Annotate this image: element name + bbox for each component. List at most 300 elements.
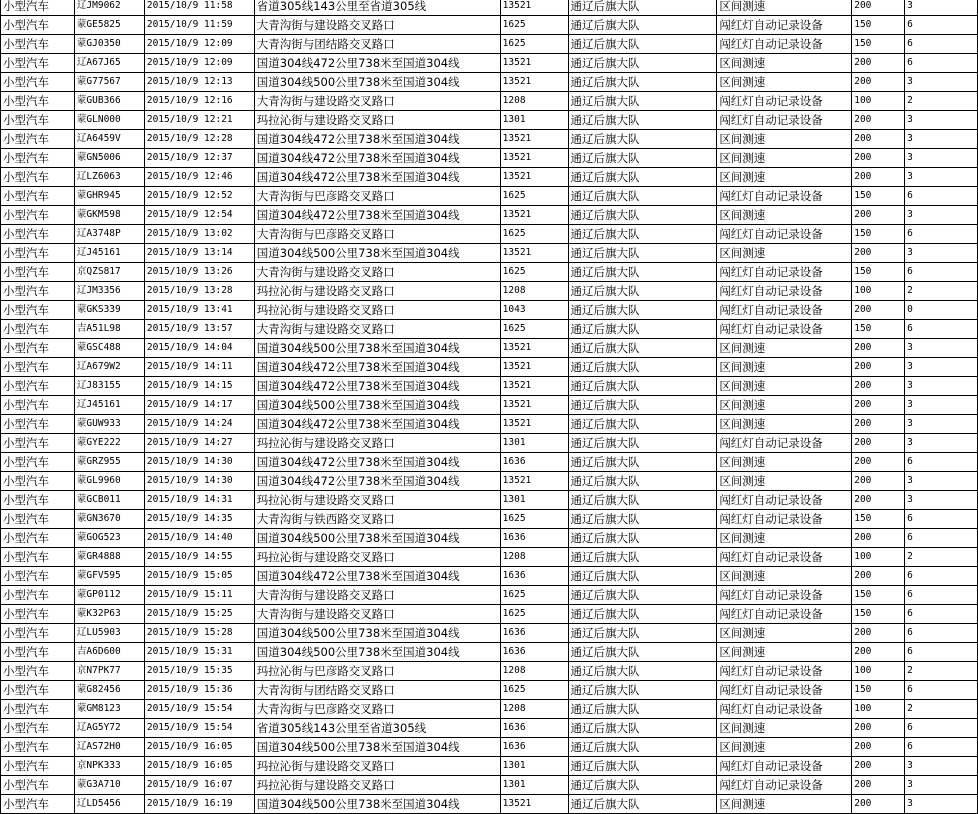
department-cell: 通辽后旗大队 — [568, 206, 717, 225]
table-row — [1, 700, 978, 719]
location-cell: 大青沟街与巴彦路交叉路口 — [254, 187, 500, 206]
fine-amount-cell: 200 — [852, 757, 905, 776]
fine-amount-cell: 200 — [852, 54, 905, 73]
capture-method-cell: 区间测速 — [717, 453, 852, 472]
plate-number-cell: 京N7PK77 — [74, 662, 144, 681]
penalty-points-cell: 0 — [905, 301, 978, 320]
fine-amount-cell: 200 — [852, 624, 905, 643]
penalty-points-cell: 2 — [905, 548, 978, 567]
datetime-cell: 2015/10/9 11:58 — [144, 0, 254, 16]
table-row — [1, 358, 978, 377]
fine-amount-cell: 200 — [852, 301, 905, 320]
location-cell: 大青沟街与建设路交叉路口 — [254, 605, 500, 624]
datetime-cell: 2015/10/9 12:54 — [144, 206, 254, 225]
violation-code-cell: 13521 — [500, 244, 568, 263]
fine-amount-cell: 200 — [852, 130, 905, 149]
department-cell: 通辽后旗大队 — [568, 567, 717, 586]
capture-method-cell: 区间测速 — [717, 396, 852, 415]
violation-code-cell: 13521 — [500, 206, 568, 225]
location-cell: 国道304线472公里738米至国道304线 — [254, 130, 500, 149]
capture-method-cell: 区间测速 — [717, 529, 852, 548]
department-cell: 通辽后旗大队 — [568, 301, 717, 320]
plate-number-cell: 辽LU5903 — [74, 624, 144, 643]
department-cell: 通辽后旗大队 — [568, 0, 717, 16]
capture-method-cell: 区间测速 — [717, 168, 852, 187]
vehicle-type-cell: 小型汽车 — [1, 206, 75, 225]
penalty-points-cell: 3 — [905, 73, 978, 92]
table-row — [1, 282, 978, 301]
table-row — [1, 244, 978, 263]
vehicle-type-cell: 小型汽车 — [1, 434, 75, 453]
table-row — [1, 795, 978, 814]
vehicle-type-cell: 小型汽车 — [1, 795, 75, 814]
plate-number-cell: 辽J83155 — [74, 377, 144, 396]
plate-number-cell: 辽JM9062 — [74, 0, 144, 16]
datetime-cell: 2015/10/9 15:05 — [144, 567, 254, 586]
violation-code-cell: 1208 — [500, 662, 568, 681]
capture-method-cell: 区间测速 — [717, 624, 852, 643]
datetime-cell: 2015/10/9 14:30 — [144, 472, 254, 491]
location-cell: 国道304线472公里738米至国道304线 — [254, 149, 500, 168]
plate-number-cell: 蒙GUW933 — [74, 415, 144, 434]
table-row — [1, 719, 978, 738]
violation-code-cell: 1043 — [500, 301, 568, 320]
datetime-cell: 2015/10/9 12:09 — [144, 54, 254, 73]
violation-code-cell: 1625 — [500, 187, 568, 206]
vehicle-type-cell: 小型汽车 — [1, 54, 75, 73]
penalty-points-cell: 3 — [905, 415, 978, 434]
vehicle-type-cell: 小型汽车 — [1, 719, 75, 738]
location-cell: 国道304线472公里738米至国道304线 — [254, 168, 500, 187]
fine-amount-cell: 200 — [852, 377, 905, 396]
table-row — [1, 472, 978, 491]
location-cell: 国道304线500公里738米至国道304线 — [254, 795, 500, 814]
penalty-points-cell: 3 — [905, 168, 978, 187]
violation-code-cell: 13521 — [500, 73, 568, 92]
penalty-points-cell: 6 — [905, 624, 978, 643]
table-row — [1, 149, 978, 168]
violation-code-cell: 13521 — [500, 168, 568, 187]
datetime-cell: 2015/10/9 14:40 — [144, 529, 254, 548]
location-cell: 省道305线143公里至省道305线 — [254, 0, 500, 16]
table-row — [1, 681, 978, 700]
department-cell: 通辽后旗大队 — [568, 643, 717, 662]
plate-number-cell: 蒙GJ0350 — [74, 35, 144, 54]
capture-method-cell: 闯红灯自动记录设备 — [717, 776, 852, 795]
plate-number-cell: 蒙GLN000 — [74, 111, 144, 130]
vehicle-type-cell: 小型汽车 — [1, 605, 75, 624]
location-cell: 国道304线472公里738米至国道304线 — [254, 567, 500, 586]
datetime-cell: 2015/10/9 14:17 — [144, 396, 254, 415]
plate-number-cell: 辽LD5456 — [74, 795, 144, 814]
vehicle-type-cell: 小型汽车 — [1, 624, 75, 643]
fine-amount-cell: 200 — [852, 415, 905, 434]
datetime-cell: 2015/10/9 15:31 — [144, 643, 254, 662]
capture-method-cell: 闯红灯自动记录设备 — [717, 301, 852, 320]
plate-number-cell: 蒙G3A710 — [74, 776, 144, 795]
table-row — [1, 510, 978, 529]
fine-amount-cell: 200 — [852, 73, 905, 92]
location-cell: 国道304线500公里738米至国道304线 — [254, 643, 500, 662]
capture-method-cell: 闯红灯自动记录设备 — [717, 757, 852, 776]
plate-number-cell: 蒙GL9960 — [74, 472, 144, 491]
penalty-points-cell: 6 — [905, 719, 978, 738]
fine-amount-cell: 200 — [852, 643, 905, 662]
vehicle-type-cell: 小型汽车 — [1, 738, 75, 757]
department-cell: 通辽后旗大队 — [568, 738, 717, 757]
plate-number-cell: 辽JM3356 — [74, 282, 144, 301]
penalty-points-cell: 3 — [905, 339, 978, 358]
datetime-cell: 2015/10/9 15:28 — [144, 624, 254, 643]
vehicle-type-cell: 小型汽车 — [1, 282, 75, 301]
penalty-points-cell: 6 — [905, 263, 978, 282]
plate-number-cell: 辽J45161 — [74, 396, 144, 415]
fine-amount-cell: 200 — [852, 396, 905, 415]
table-row — [1, 377, 978, 396]
violation-code-cell: 1301 — [500, 491, 568, 510]
department-cell: 通辽后旗大队 — [568, 681, 717, 700]
penalty-points-cell: 6 — [905, 510, 978, 529]
vehicle-type-cell: 小型汽车 — [1, 149, 75, 168]
location-cell: 玛拉沁街与建设路交叉路口 — [254, 757, 500, 776]
capture-method-cell: 区间测速 — [717, 358, 852, 377]
vehicle-type-cell: 小型汽车 — [1, 130, 75, 149]
fine-amount-cell: 200 — [852, 149, 905, 168]
capture-method-cell: 闯红灯自动记录设备 — [717, 35, 852, 54]
datetime-cell: 2015/10/9 12:52 — [144, 187, 254, 206]
fine-amount-cell: 100 — [852, 282, 905, 301]
datetime-cell: 2015/10/9 13:02 — [144, 225, 254, 244]
department-cell: 通辽后旗大队 — [568, 776, 717, 795]
datetime-cell: 2015/10/9 12:37 — [144, 149, 254, 168]
location-cell: 国道304线472公里738米至国道304线 — [254, 377, 500, 396]
vehicle-type-cell: 小型汽车 — [1, 548, 75, 567]
violation-code-cell: 1636 — [500, 567, 568, 586]
penalty-points-cell: 6 — [905, 567, 978, 586]
violation-code-cell: 1636 — [500, 643, 568, 662]
capture-method-cell: 区间测速 — [717, 244, 852, 263]
penalty-points-cell: 3 — [905, 0, 978, 16]
vehicle-type-cell: 小型汽车 — [1, 358, 75, 377]
vehicle-type-cell: 小型汽车 — [1, 567, 75, 586]
location-cell: 国道304线500公里738米至国道304线 — [254, 529, 500, 548]
location-cell: 国道304线472公里738米至国道304线 — [254, 206, 500, 225]
fine-amount-cell: 200 — [852, 719, 905, 738]
fine-amount-cell: 200 — [852, 168, 905, 187]
capture-method-cell: 闯红灯自动记录设备 — [717, 111, 852, 130]
fine-amount-cell: 200 — [852, 491, 905, 510]
capture-method-cell: 闯红灯自动记录设备 — [717, 92, 852, 111]
datetime-cell: 2015/10/9 13:26 — [144, 263, 254, 282]
violation-code-cell: 13521 — [500, 377, 568, 396]
location-cell: 国道304线500公里738米至国道304线 — [254, 624, 500, 643]
table-row — [1, 0, 978, 16]
datetime-cell: 2015/10/9 13:41 — [144, 301, 254, 320]
vehicle-type-cell: 小型汽车 — [1, 662, 75, 681]
datetime-cell: 2015/10/9 13:28 — [144, 282, 254, 301]
capture-method-cell: 区间测速 — [717, 0, 852, 16]
department-cell: 通辽后旗大队 — [568, 35, 717, 54]
capture-method-cell: 闯红灯自动记录设备 — [717, 700, 852, 719]
violation-code-cell: 1625 — [500, 320, 568, 339]
vehicle-type-cell: 小型汽车 — [1, 301, 75, 320]
datetime-cell: 2015/10/9 14:11 — [144, 358, 254, 377]
capture-method-cell: 闯红灯自动记录设备 — [717, 187, 852, 206]
vehicle-type-cell: 小型汽车 — [1, 776, 75, 795]
violation-code-cell: 13521 — [500, 149, 568, 168]
datetime-cell: 2015/10/9 14:55 — [144, 548, 254, 567]
vehicle-type-cell: 小型汽车 — [1, 681, 75, 700]
vehicle-type-cell: 小型汽车 — [1, 339, 75, 358]
department-cell: 通辽后旗大队 — [568, 130, 717, 149]
department-cell: 通辽后旗大队 — [568, 529, 717, 548]
department-cell: 通辽后旗大队 — [568, 16, 717, 35]
fine-amount-cell: 150 — [852, 681, 905, 700]
table-row — [1, 529, 978, 548]
datetime-cell: 2015/10/9 12:16 — [144, 92, 254, 111]
table-row — [1, 111, 978, 130]
vehicle-type-cell: 小型汽车 — [1, 244, 75, 263]
location-cell: 大青沟街与巴彦路交叉路口 — [254, 700, 500, 719]
location-cell: 国道304线472公里738米至国道304线 — [254, 415, 500, 434]
datetime-cell: 2015/10/9 16:07 — [144, 776, 254, 795]
datetime-cell: 2015/10/9 12:21 — [144, 111, 254, 130]
penalty-points-cell: 3 — [905, 358, 978, 377]
department-cell: 通辽后旗大队 — [568, 510, 717, 529]
fine-amount-cell: 100 — [852, 662, 905, 681]
plate-number-cell: 蒙GN3670 — [74, 510, 144, 529]
penalty-points-cell: 6 — [905, 35, 978, 54]
datetime-cell: 2015/10/9 16:05 — [144, 738, 254, 757]
location-cell: 国道304线472公里738米至国道304线 — [254, 358, 500, 377]
penalty-points-cell: 3 — [905, 795, 978, 814]
department-cell: 通辽后旗大队 — [568, 358, 717, 377]
fine-amount-cell: 150 — [852, 510, 905, 529]
penalty-points-cell: 3 — [905, 776, 978, 795]
capture-method-cell: 区间测速 — [717, 472, 852, 491]
plate-number-cell: 蒙K32P63 — [74, 605, 144, 624]
capture-method-cell: 区间测速 — [717, 415, 852, 434]
table-body — [1, 0, 978, 814]
location-cell: 玛拉沁街与巴彦路交叉路口 — [254, 662, 500, 681]
capture-method-cell: 区间测速 — [717, 719, 852, 738]
vehicle-type-cell: 小型汽车 — [1, 168, 75, 187]
location-cell: 大青沟街与建设路交叉路口 — [254, 320, 500, 339]
plate-number-cell: 蒙GKS339 — [74, 301, 144, 320]
datetime-cell: 2015/10/9 15:54 — [144, 719, 254, 738]
table-row — [1, 320, 978, 339]
penalty-points-cell: 6 — [905, 586, 978, 605]
plate-number-cell: 辽LZ6063 — [74, 168, 144, 187]
plate-number-cell: 蒙GP0112 — [74, 586, 144, 605]
department-cell: 通辽后旗大队 — [568, 624, 717, 643]
table-row — [1, 206, 978, 225]
table-row — [1, 54, 978, 73]
fine-amount-cell: 100 — [852, 92, 905, 111]
vehicle-type-cell: 小型汽车 — [1, 111, 75, 130]
table-row — [1, 624, 978, 643]
table-row — [1, 92, 978, 111]
violation-code-cell: 1625 — [500, 605, 568, 624]
location-cell: 国道304线500公里738米至国道304线 — [254, 738, 500, 757]
datetime-cell: 2015/10/9 14:24 — [144, 415, 254, 434]
violation-code-cell: 1208 — [500, 700, 568, 719]
penalty-points-cell: 2 — [905, 662, 978, 681]
capture-method-cell: 区间测速 — [717, 567, 852, 586]
penalty-points-cell: 3 — [905, 244, 978, 263]
location-cell: 玛拉沁街与建设路交叉路口 — [254, 434, 500, 453]
plate-number-cell: 辽A67J65 — [74, 54, 144, 73]
plate-number-cell: 吉A6D600 — [74, 643, 144, 662]
department-cell: 通辽后旗大队 — [568, 605, 717, 624]
table-row — [1, 567, 978, 586]
fine-amount-cell: 150 — [852, 16, 905, 35]
violation-code-cell: 13521 — [500, 358, 568, 377]
plate-number-cell: 京QZS817 — [74, 263, 144, 282]
violation-code-cell: 13521 — [500, 130, 568, 149]
location-cell: 大青沟街与团结路交叉路口 — [254, 35, 500, 54]
department-cell: 通辽后旗大队 — [568, 282, 717, 301]
plate-number-cell: 蒙GUB366 — [74, 92, 144, 111]
datetime-cell: 2015/10/9 13:57 — [144, 320, 254, 339]
fine-amount-cell: 150 — [852, 225, 905, 244]
vehicle-type-cell: 小型汽车 — [1, 35, 75, 54]
capture-method-cell: 区间测速 — [717, 738, 852, 757]
plate-number-cell: 蒙GHR945 — [74, 187, 144, 206]
violation-code-cell: 13521 — [500, 339, 568, 358]
plate-number-cell: 蒙GFV595 — [74, 567, 144, 586]
violation-code-cell: 1636 — [500, 719, 568, 738]
fine-amount-cell: 200 — [852, 529, 905, 548]
table-row — [1, 396, 978, 415]
penalty-points-cell: 6 — [905, 643, 978, 662]
fine-amount-cell: 150 — [852, 263, 905, 282]
penalty-points-cell: 2 — [905, 700, 978, 719]
penalty-points-cell: 6 — [905, 225, 978, 244]
penalty-points-cell: 6 — [905, 529, 978, 548]
table-row — [1, 16, 978, 35]
department-cell: 通辽后旗大队 — [568, 377, 717, 396]
department-cell: 通辽后旗大队 — [568, 548, 717, 567]
fine-amount-cell: 200 — [852, 244, 905, 263]
table-row — [1, 605, 978, 624]
vehicle-type-cell: 小型汽车 — [1, 643, 75, 662]
vehicle-type-cell: 小型汽车 — [1, 586, 75, 605]
location-cell: 玛拉沁街与建设路交叉路口 — [254, 282, 500, 301]
location-cell: 大青沟街与建设路交叉路口 — [254, 16, 500, 35]
location-cell: 国道304线472公里738米至国道304线 — [254, 54, 500, 73]
penalty-points-cell: 3 — [905, 149, 978, 168]
table-row — [1, 491, 978, 510]
penalty-points-cell: 3 — [905, 396, 978, 415]
department-cell: 通辽后旗大队 — [568, 320, 717, 339]
datetime-cell: 2015/10/9 15:35 — [144, 662, 254, 681]
department-cell: 通辽后旗大队 — [568, 168, 717, 187]
capture-method-cell: 区间测速 — [717, 377, 852, 396]
fine-amount-cell: 150 — [852, 187, 905, 206]
department-cell: 通辽后旗大队 — [568, 54, 717, 73]
violation-code-cell: 1625 — [500, 681, 568, 700]
plate-number-cell: 吉A51L98 — [74, 320, 144, 339]
fine-amount-cell: 200 — [852, 0, 905, 16]
location-cell: 国道304线472公里738米至国道304线 — [254, 453, 500, 472]
table-row — [1, 168, 978, 187]
penalty-points-cell: 6 — [905, 187, 978, 206]
penalty-points-cell: 6 — [905, 738, 978, 757]
fine-amount-cell: 150 — [852, 35, 905, 54]
location-cell: 大青沟街与团结路交叉路口 — [254, 681, 500, 700]
violation-code-cell: 1636 — [500, 529, 568, 548]
datetime-cell: 2015/10/9 12:13 — [144, 73, 254, 92]
location-cell: 国道304线500公里738米至国道304线 — [254, 244, 500, 263]
department-cell: 通辽后旗大队 — [568, 757, 717, 776]
department-cell: 通辽后旗大队 — [568, 149, 717, 168]
table-row — [1, 453, 978, 472]
table-row — [1, 757, 978, 776]
plate-number-cell: 辽AG5Y72 — [74, 719, 144, 738]
violation-code-cell: 1625 — [500, 586, 568, 605]
violation-code-cell: 1301 — [500, 776, 568, 795]
capture-method-cell: 区间测速 — [717, 643, 852, 662]
location-cell: 大青沟街与铁西路交叉路口 — [254, 510, 500, 529]
department-cell: 通辽后旗大队 — [568, 491, 717, 510]
violation-code-cell: 1301 — [500, 757, 568, 776]
capture-method-cell: 区间测速 — [717, 795, 852, 814]
vehicle-type-cell: 小型汽车 — [1, 415, 75, 434]
vehicle-type-cell: 小型汽车 — [1, 396, 75, 415]
penalty-points-cell: 2 — [905, 282, 978, 301]
violation-code-cell: 1625 — [500, 225, 568, 244]
department-cell: 通辽后旗大队 — [568, 586, 717, 605]
vehicle-type-cell: 小型汽车 — [1, 700, 75, 719]
penalty-points-cell: 2 — [905, 92, 978, 111]
capture-method-cell: 闯红灯自动记录设备 — [717, 225, 852, 244]
capture-method-cell: 区间测速 — [717, 149, 852, 168]
fine-amount-cell: 200 — [852, 339, 905, 358]
vehicle-type-cell: 小型汽车 — [1, 73, 75, 92]
capture-method-cell: 区间测速 — [717, 130, 852, 149]
vehicle-type-cell: 小型汽车 — [1, 510, 75, 529]
violation-code-cell: 1301 — [500, 111, 568, 130]
table-row — [1, 73, 978, 92]
location-cell: 国道304线500公里738米至国道304线 — [254, 339, 500, 358]
fine-amount-cell: 150 — [852, 586, 905, 605]
penalty-points-cell: 6 — [905, 16, 978, 35]
table-row — [1, 35, 978, 54]
department-cell: 通辽后旗大队 — [568, 187, 717, 206]
datetime-cell: 2015/10/9 11:59 — [144, 16, 254, 35]
penalty-points-cell: 3 — [905, 472, 978, 491]
violation-code-cell: 1625 — [500, 263, 568, 282]
vehicle-type-cell: 小型汽车 — [1, 472, 75, 491]
capture-method-cell: 闯红灯自动记录设备 — [717, 16, 852, 35]
capture-method-cell: 区间测速 — [717, 73, 852, 92]
plate-number-cell: 辽J45161 — [74, 244, 144, 263]
plate-number-cell: 蒙GYE222 — [74, 434, 144, 453]
vehicle-type-cell: 小型汽车 — [1, 529, 75, 548]
plate-number-cell: 蒙GN5006 — [74, 149, 144, 168]
capture-method-cell: 区间测速 — [717, 206, 852, 225]
fine-amount-cell: 150 — [852, 605, 905, 624]
table-row — [1, 548, 978, 567]
plate-number-cell: 辽A3748P — [74, 225, 144, 244]
capture-method-cell: 区间测速 — [717, 339, 852, 358]
location-cell: 大青沟街与建设路交叉路口 — [254, 92, 500, 111]
fine-amount-cell: 200 — [852, 776, 905, 795]
datetime-cell: 2015/10/9 14:04 — [144, 339, 254, 358]
penalty-points-cell: 3 — [905, 111, 978, 130]
table-row — [1, 643, 978, 662]
